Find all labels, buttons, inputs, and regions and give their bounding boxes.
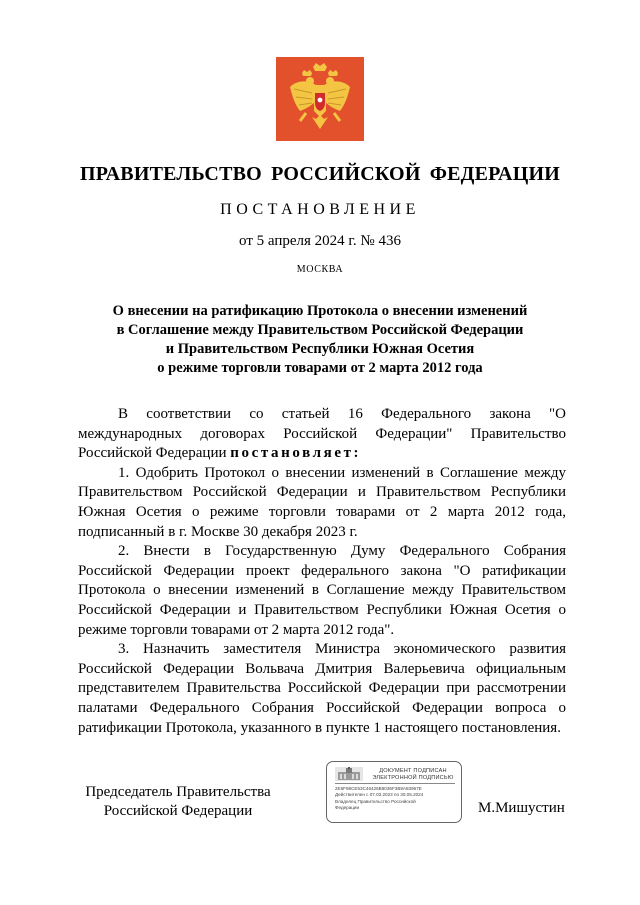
decree-word: постановляет: [230, 445, 362, 462]
coat-of-arms-emblem [276, 57, 364, 141]
document-type: ПОСТАНОВЛЕНИЕ [220, 201, 420, 218]
position-line: Председатель Правительства [85, 784, 271, 800]
item-2-paragraph: 2. Внести в Государственную Думу Федерального Собрания Российской Федерации проект федерального закона "О ратификации Протокола о внесении изменений в Соглашение между Правительством Российской Федерации и Правительством Республики Южная Осетия о режиме торговли товарами от 2 марта 2012 года". [78, 543, 566, 638]
signatory-name: М.Мишустин [478, 800, 565, 816]
heading-line: в Соглашение между Правительством Российской Федерации [116, 322, 524, 338]
stamp-title-line: ДОКУМЕНТ ПОДПИСАН [379, 768, 447, 774]
document-city: МОСКВА [296, 264, 344, 275]
stamp-owner: Владелец Правительство Российской [335, 798, 416, 804]
heading-line: и Правительством Республики Южная Осетия [165, 341, 475, 357]
stamp-validity: Действителен с 07.03.2023 по 30.05.2024 [335, 792, 424, 798]
position-line: Российской Федерации [103, 803, 253, 819]
coat-of-arms-icon [276, 57, 364, 141]
electronic-signature-stamp [326, 761, 462, 823]
item-1-paragraph: 1. Одобрить Протокол о внесении изменений в Соглашение между Правительством Российской Федерации и Правительством Республики Южная Осетия о режиме торговли товарами от 2 марта 2012 года, подписанный в г. Москве 30 декабря 2023 г. [78, 464, 566, 540]
stamp-divider [335, 783, 455, 784]
heading-line: О внесении на ратификацию Протокола о внесении изменений [112, 303, 528, 319]
stamp-title-line: ЭЛЕКТРОННОЙ ПОДПИСЬЮ [372, 775, 454, 781]
stamp-owner: Федерации [335, 805, 360, 811]
stamp-serial: 2E6F98CE53C46426B6036F3B9A83967E [335, 786, 422, 791]
government-title: ПРАВИТЕЛЬСТВО РОССИЙСКОЙ ФЕДЕРАЦИИ [80, 163, 560, 185]
stamp-info [335, 786, 459, 812]
document-body [78, 405, 566, 738]
intro-paragraph [78, 405, 566, 464]
intro-text: В соответствии со статьей 16 Федерального закона "О международных договорах Российской Федерации" Правительство Российской Федерации [78, 406, 566, 462]
signatory-position [78, 783, 278, 821]
document-heading [60, 302, 580, 378]
heading-line: о режиме торговли товарами от 2 марта 2012 года [157, 360, 483, 376]
document-date-number: от 5 апреля 2024 г. № 436 [239, 233, 401, 249]
item-3-paragraph: 3. Назначить заместителя Министра экономического развития Российской Федерации Вольвача Дмитрия Валерьевича официальным представителем Правительства Российской Федерации при рассмотрении палатами Федерального Собрания Российской Федерации вопроса о ратификации Протокола, указанного в пункте 1 настоящего постановления. [78, 641, 566, 736]
government-building-icon [335, 767, 363, 781]
stamp-title [367, 768, 459, 782]
